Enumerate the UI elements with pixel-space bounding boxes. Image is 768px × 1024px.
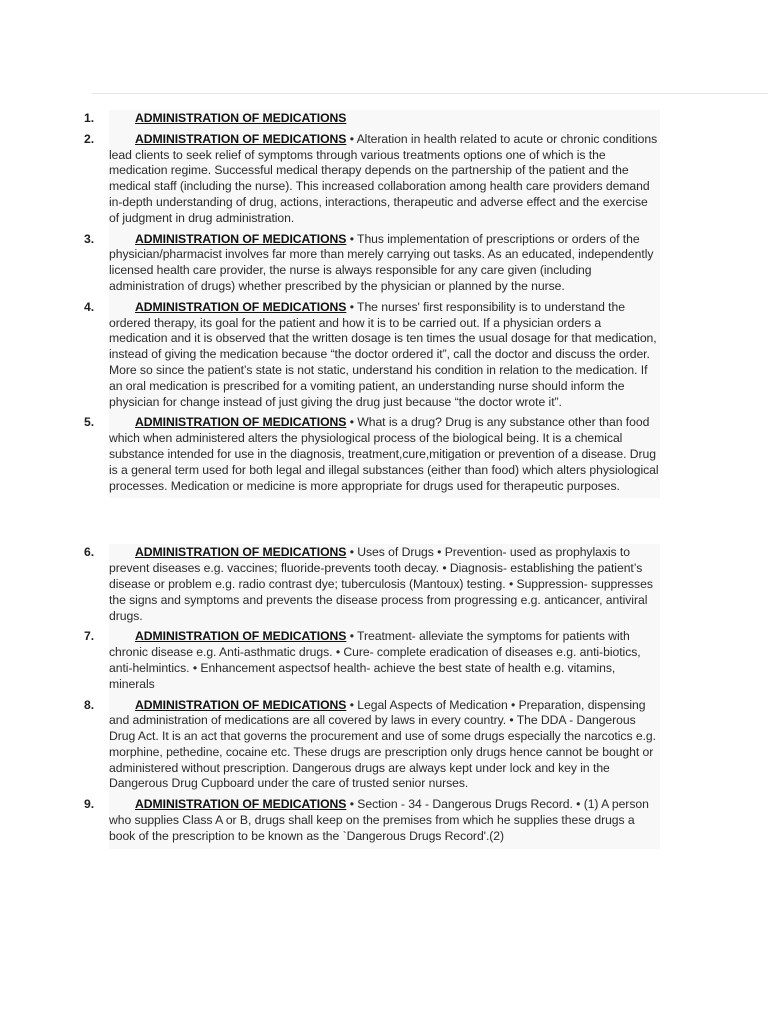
item-text: • Alteration in health related to acute or chronic conditions lead clients to seek relief of symptoms through various treatments options one of which is the medication regime. Successful medical therapy depends on the partnership of the patient and the medical staff (including the nurse). This increased collaboration among health care providers demand in-depth understanding of drug, actions, interactions, therapeutic and adverse effect and the exercise of judgment in drug administration. [109,131,658,225]
list-item [84,628,660,696]
item-heading: ADMINISTRATION OF MEDICATIONS [135,415,347,430]
item-heading: ADMINISTRATION OF MEDICATIONS [135,797,347,812]
item-number: 8. [84,697,95,712]
item-heading: ADMINISTRATION OF MEDICATIONS [135,697,347,712]
item-number: 4. [84,299,95,314]
list-item [84,131,660,231]
list-item [84,796,660,848]
item-number: 2. [84,131,95,146]
numbered-list [84,110,660,849]
list-item [84,110,660,131]
item-heading: ADMINISTRATION OF MEDICATIONS [135,629,347,644]
list-item [84,414,660,498]
list-item [84,544,660,628]
item-text: • Treatment- alleviate the symptoms for patients with chronic disease e.g. Anti-asthmatic drugs. • Cure- complete eradication of diseases e.g. anti-biotics, anti-helmintics. • Enhancement aspectsof health- achieve the best state of health e.g. vitamins, minerals [109,629,641,691]
item-text: • The nurses' first responsibility is to understand the ordered therapy, its goal for the patient and how it is to be carried out. If a physician orders a medication and it is observed that the written dosage is ten times the usual dosage for that medication, instead of giving the medication because “the doctor ordered it”, call the doctor and discuss the order. More so since the patient’s state is not static, understand his condition in relation to the medication. If an oral medication is prescribed for a vomiting patient, an understanding nurse should inform the physician for change instead of just giving the drug just because “the doctor wrote it”. [109,299,657,409]
item-number: 6. [84,545,95,560]
item-text: • Thus implementation of prescriptions or orders of the physician/pharmacist involves far more than merely carrying out tasks. As an educated, independently licensed health care provider, the nurse is always responsible for any care given (including administration of drugs) whether prescribed by the physician or planned by the nurse. [109,231,654,293]
item-number: 3. [84,231,95,246]
item-number: 5. [84,415,95,430]
item-heading: ADMINISTRATION OF MEDICATIONS [135,131,347,146]
item-text: • Uses of Drugs • Prevention- used as prophylaxis to prevent diseases e.g. vaccines; fluoride-prevents tooth decay. • Diagnosis- establishing the patient’s disease or problem e.g. radio contrast dye; tuberculosis (Mantoux) testing. • Suppression- suppresses the signs and symptoms and prevents the disease process from progressing e.g. anticancer, antiviral drugs. [109,545,653,623]
item-number: 1. [84,111,95,125]
list-item [84,697,660,797]
list-item [84,231,660,299]
item-heading: ADMINISTRATION OF MEDICATIONS [135,231,347,246]
item-heading: ADMINISTRATION OF MEDICATIONS [135,545,347,560]
item-number: 9. [84,797,95,812]
item-text: • Legal Aspects of Medication • Preparation, dispensing and administration of medications are all covered by laws in every country. • The DDA - Dangerous Drug Act. It is an act that governs the procurement and use of some drugs especially the narcotics e.g. morphine, pethedine, cocaine etc. These drugs are prescription only drugs hence cannot be bought or administered without prescription. Dangerous drugs are always kept under lock and key in the Dangerous Drug Cupboard under the care of trusted senior nurses. [109,697,656,791]
list-item [84,299,660,415]
item-number: 7. [84,629,95,644]
item-text: • What is a drug? Drug is any substance other than food which when administered alters the physiological process of the biological being. It is a chemical substance intended for use in the diagnosis, treatment,cure,mitigation or prevention of a disease. Drug is a general term used for both legal and illegal substances (either than food) which alters physiological processes. Medication or medicine is more appropriate for drugs used for therapeutic purposes. [109,415,659,493]
item-heading: ADMINISTRATION OF MEDICATIONS [135,299,347,314]
item-heading: ADMINISTRATION OF MEDICATIONS [135,111,347,125]
header-divider [92,93,768,94]
item-text: • Section - 34 - Dangerous Drugs Record. • (1) A person who supplies Class A or B, drugs shall keep on the premises from which he supplies these drugs a book of the prescription to be known as the `Dangerous Drugs Record'.(2) [109,797,649,843]
